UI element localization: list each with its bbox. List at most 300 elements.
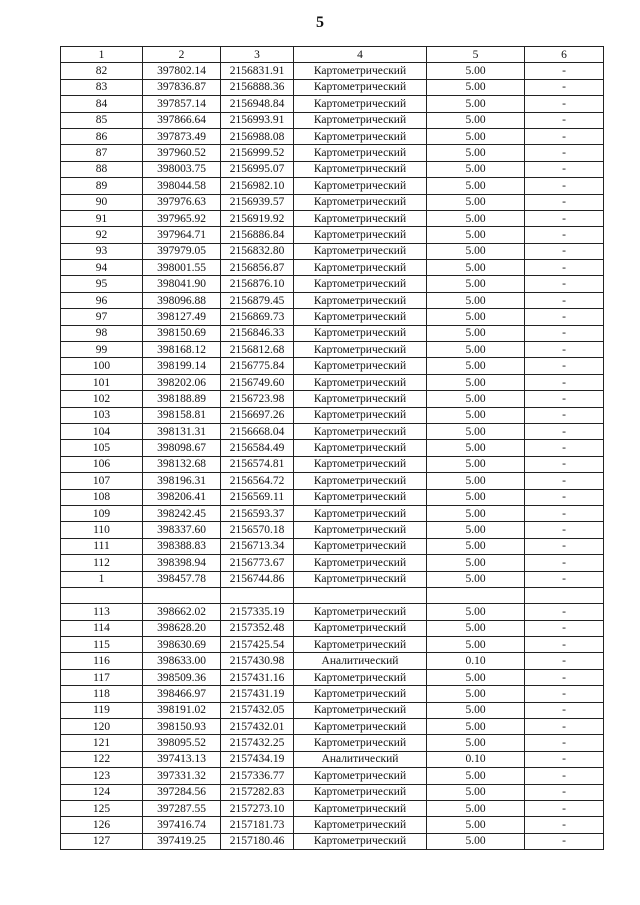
- table-cell: Картометрический: [294, 604, 427, 620]
- table-row: [61, 571, 604, 587]
- table-cell: 2157180.46: [221, 833, 294, 849]
- table-row: [61, 653, 604, 669]
- table-cell: 5.00: [427, 178, 525, 194]
- table-cell: 2156749.60: [221, 374, 294, 390]
- table-cell: -: [525, 571, 604, 587]
- table-cell: 397416.74: [143, 817, 221, 833]
- table-cell: 102: [61, 391, 143, 407]
- table-cell: -: [525, 96, 604, 112]
- table-cell: 1: [61, 571, 143, 587]
- table-cell: 2157432.05: [221, 702, 294, 718]
- table-cell: Картометрический: [294, 112, 427, 128]
- table-cell: 2157431.19: [221, 686, 294, 702]
- table-cell: Картометрический: [294, 374, 427, 390]
- table-cell: 5.00: [427, 571, 525, 587]
- table-cell: 2157181.73: [221, 817, 294, 833]
- table-cell: 398633.00: [143, 653, 221, 669]
- table-cell: -: [525, 243, 604, 259]
- table-cell: -: [525, 538, 604, 554]
- table-header: [61, 47, 604, 63]
- table-cell: 2157431.16: [221, 669, 294, 685]
- table-cell: -: [525, 473, 604, 489]
- table-cell: -: [525, 374, 604, 390]
- table-cell: -: [525, 620, 604, 636]
- table-cell: -: [525, 653, 604, 669]
- table-cell: Картометрический: [294, 555, 427, 571]
- table-cell: Картометрический: [294, 227, 427, 243]
- table-cell: 2156564.72: [221, 473, 294, 489]
- table-cell: 5.00: [427, 538, 525, 554]
- table-cell: Картометрический: [294, 292, 427, 308]
- header-cell: 4: [294, 47, 427, 63]
- table-cell: 398096.88: [143, 292, 221, 308]
- table-cell: 5.00: [427, 817, 525, 833]
- table-cell: 114: [61, 620, 143, 636]
- table-cell: Картометрический: [294, 719, 427, 735]
- header-row: [61, 47, 604, 63]
- table-row: [61, 800, 604, 816]
- table-row: [61, 309, 604, 325]
- table-cell: Картометрический: [294, 407, 427, 423]
- table-cell: 5.00: [427, 768, 525, 784]
- table-row: [61, 637, 604, 653]
- table-cell: 397287.55: [143, 800, 221, 816]
- table-cell: 2156697.26: [221, 407, 294, 423]
- table-cell: Картометрический: [294, 178, 427, 194]
- table-cell: Картометрический: [294, 145, 427, 161]
- table-cell: 2156995.07: [221, 161, 294, 177]
- table-cell: Картометрический: [294, 358, 427, 374]
- table-cell: -: [525, 358, 604, 374]
- table-cell: 91: [61, 210, 143, 226]
- table-cell: 398041.90: [143, 276, 221, 292]
- table-cell: 84: [61, 96, 143, 112]
- table-cell: Картометрический: [294, 456, 427, 472]
- table-cell: -: [525, 686, 604, 702]
- table-cell: 2156773.67: [221, 555, 294, 571]
- table-cell: 2157335.19: [221, 604, 294, 620]
- table-cell: 397284.56: [143, 784, 221, 800]
- table-row: [61, 374, 604, 390]
- table-cell: -: [525, 800, 604, 816]
- table-cell: 5.00: [427, 735, 525, 751]
- table-cell: [61, 587, 143, 603]
- table-cell: 2156999.52: [221, 145, 294, 161]
- table-cell: 109: [61, 505, 143, 521]
- table-cell: -: [525, 407, 604, 423]
- table-cell: 5.00: [427, 833, 525, 849]
- table-cell: 5.00: [427, 79, 525, 95]
- table-cell: 82: [61, 63, 143, 79]
- table-cell: 5.00: [427, 276, 525, 292]
- table-cell: -: [525, 63, 604, 79]
- table-cell: 2156939.57: [221, 194, 294, 210]
- table-cell: 119: [61, 702, 143, 718]
- table-row: [61, 112, 604, 128]
- table-cell: 83: [61, 79, 143, 95]
- table-cell: 116: [61, 653, 143, 669]
- table-cell: -: [525, 784, 604, 800]
- table-row: [61, 669, 604, 685]
- table-cell: 5.00: [427, 440, 525, 456]
- table-row: [61, 604, 604, 620]
- table-cell: Картометрический: [294, 161, 427, 177]
- table-cell: -: [525, 751, 604, 767]
- table-cell: 5.00: [427, 686, 525, 702]
- table-cell: 90: [61, 194, 143, 210]
- table-cell: 5.00: [427, 423, 525, 439]
- table-cell: 96: [61, 292, 143, 308]
- table-row: [61, 505, 604, 521]
- table-cell: Картометрический: [294, 669, 427, 685]
- table-cell: 2156593.37: [221, 505, 294, 521]
- table-cell: 398242.45: [143, 505, 221, 521]
- table-cell: -: [525, 768, 604, 784]
- table-cell: -: [525, 391, 604, 407]
- table-cell: 87: [61, 145, 143, 161]
- table-cell: 5.00: [427, 358, 525, 374]
- table-cell: 85: [61, 112, 143, 128]
- table-cell: -: [525, 456, 604, 472]
- table-cell: 398398.94: [143, 555, 221, 571]
- table-cell: Картометрический: [294, 79, 427, 95]
- table-cell: 398466.97: [143, 686, 221, 702]
- table-cell: Картометрический: [294, 735, 427, 751]
- table-cell: -: [525, 178, 604, 194]
- table-cell: 5.00: [427, 555, 525, 571]
- table-cell: 97: [61, 309, 143, 325]
- table-cell: -: [525, 128, 604, 144]
- table-row: [61, 817, 604, 833]
- table-cell: 2156869.73: [221, 309, 294, 325]
- table-cell: Картометрический: [294, 325, 427, 341]
- table-cell: 5.00: [427, 128, 525, 144]
- table-cell: 113: [61, 604, 143, 620]
- table-cell: Картометрический: [294, 309, 427, 325]
- table-row: [61, 784, 604, 800]
- table-cell: 2156570.18: [221, 522, 294, 538]
- table-cell: 397331.32: [143, 768, 221, 784]
- table-cell: 2157273.10: [221, 800, 294, 816]
- table-cell: 398388.83: [143, 538, 221, 554]
- table-cell: 5.00: [427, 96, 525, 112]
- table-cell: 2157425.54: [221, 637, 294, 653]
- table-cell: 5.00: [427, 669, 525, 685]
- table-row: [61, 342, 604, 358]
- table-cell: 398168.12: [143, 342, 221, 358]
- table-cell: 5.00: [427, 260, 525, 276]
- table-row: [61, 456, 604, 472]
- table-cell: 2156993.91: [221, 112, 294, 128]
- table-body: [61, 63, 604, 850]
- table-cell: -: [525, 194, 604, 210]
- table-cell: 0.10: [427, 653, 525, 669]
- table-cell: [294, 587, 427, 603]
- table-cell: 5.00: [427, 227, 525, 243]
- table-cell: 397836.87: [143, 79, 221, 95]
- table-cell: Картометрический: [294, 800, 427, 816]
- table-cell: 120: [61, 719, 143, 735]
- table-cell: 5.00: [427, 342, 525, 358]
- table-cell: 2157432.25: [221, 735, 294, 751]
- table-row: [61, 768, 604, 784]
- table-cell: 5.00: [427, 292, 525, 308]
- table-cell: [427, 587, 525, 603]
- table-row: [61, 620, 604, 636]
- table-cell: 2156831.91: [221, 63, 294, 79]
- table-cell: -: [525, 309, 604, 325]
- table-cell: 5.00: [427, 243, 525, 259]
- table-row: [61, 227, 604, 243]
- table-cell: 88: [61, 161, 143, 177]
- table-cell: Картометрический: [294, 522, 427, 538]
- table-cell: 397866.64: [143, 112, 221, 128]
- table-cell: Картометрический: [294, 423, 427, 439]
- table-cell: -: [525, 637, 604, 653]
- table-cell: 115: [61, 637, 143, 653]
- table-cell: 5.00: [427, 620, 525, 636]
- table-cell: 98: [61, 325, 143, 341]
- header-cell: 2: [143, 47, 221, 63]
- table-cell: -: [525, 505, 604, 521]
- table-cell: 112: [61, 555, 143, 571]
- table-cell: Картометрический: [294, 473, 427, 489]
- table-cell: Картометрический: [294, 637, 427, 653]
- table-cell: 5.00: [427, 407, 525, 423]
- table-cell: -: [525, 210, 604, 226]
- table-cell: 398196.31: [143, 473, 221, 489]
- table-cell: 398202.06: [143, 374, 221, 390]
- table-cell: 397979.05: [143, 243, 221, 259]
- table-cell: 2156856.87: [221, 260, 294, 276]
- table-cell: -: [525, 702, 604, 718]
- table-cell: 398150.69: [143, 325, 221, 341]
- table-cell: 398509.36: [143, 669, 221, 685]
- table-cell: 89: [61, 178, 143, 194]
- table-cell: 2156668.04: [221, 423, 294, 439]
- table-cell: 126: [61, 817, 143, 833]
- table-cell: -: [525, 227, 604, 243]
- table-cell: 5.00: [427, 604, 525, 620]
- table-cell: 92: [61, 227, 143, 243]
- table-cell: Картометрический: [294, 702, 427, 718]
- table-cell: 398003.75: [143, 161, 221, 177]
- table-cell: Картометрический: [294, 768, 427, 784]
- table-row: [61, 276, 604, 292]
- table-cell: 398188.89: [143, 391, 221, 407]
- table-cell: 398044.58: [143, 178, 221, 194]
- table-cell: 104: [61, 423, 143, 439]
- table-cell: 121: [61, 735, 143, 751]
- table-cell: 95: [61, 276, 143, 292]
- table-cell: Картометрический: [294, 260, 427, 276]
- table-cell: Картометрический: [294, 63, 427, 79]
- table-cell: Картометрический: [294, 342, 427, 358]
- table-cell: -: [525, 325, 604, 341]
- header-cell: 5: [427, 47, 525, 63]
- table-cell: Аналитический: [294, 653, 427, 669]
- table-cell: -: [525, 604, 604, 620]
- header-cell: 6: [525, 47, 604, 63]
- table-cell: 5.00: [427, 145, 525, 161]
- table-row: [61, 325, 604, 341]
- table-cell: Картометрический: [294, 784, 427, 800]
- table-cell: -: [525, 440, 604, 456]
- table-cell: 2156846.33: [221, 325, 294, 341]
- table-cell: Картометрический: [294, 833, 427, 849]
- table-row: [61, 489, 604, 505]
- table-cell: 111: [61, 538, 143, 554]
- table-cell: 107: [61, 473, 143, 489]
- table-cell: Картометрический: [294, 505, 427, 521]
- table-cell: Картометрический: [294, 489, 427, 505]
- table-cell: 398199.14: [143, 358, 221, 374]
- table-cell: [143, 587, 221, 603]
- table-row: [61, 96, 604, 112]
- table-row: [61, 522, 604, 538]
- table-cell: 2157434.19: [221, 751, 294, 767]
- table-cell: Картометрический: [294, 96, 427, 112]
- table-cell: -: [525, 833, 604, 849]
- table-row: [61, 833, 604, 849]
- table-row: [61, 702, 604, 718]
- table-cell: 398098.67: [143, 440, 221, 456]
- table-cell: 397965.92: [143, 210, 221, 226]
- table-cell: -: [525, 260, 604, 276]
- table-cell: 86: [61, 128, 143, 144]
- table-cell: 94: [61, 260, 143, 276]
- table-cell: 2156879.45: [221, 292, 294, 308]
- table-cell: 2157282.83: [221, 784, 294, 800]
- table-cell: 5.00: [427, 309, 525, 325]
- table-cell: 2157336.77: [221, 768, 294, 784]
- table-row: [61, 391, 604, 407]
- table-cell: 5.00: [427, 784, 525, 800]
- table-cell: 397960.52: [143, 145, 221, 161]
- table-cell: -: [525, 112, 604, 128]
- table-row: [61, 686, 604, 702]
- table-cell: 398132.68: [143, 456, 221, 472]
- table-cell: 2156988.08: [221, 128, 294, 144]
- table-cell: Картометрический: [294, 194, 427, 210]
- table-cell: 124: [61, 784, 143, 800]
- table-cell: 398662.02: [143, 604, 221, 620]
- table-cell: -: [525, 292, 604, 308]
- table-cell: 99: [61, 342, 143, 358]
- table-cell: -: [525, 145, 604, 161]
- table-cell: Картометрический: [294, 440, 427, 456]
- table-row: [61, 407, 604, 423]
- table-cell: 5.00: [427, 473, 525, 489]
- table-cell: 5.00: [427, 522, 525, 538]
- table-cell: Картометрический: [294, 686, 427, 702]
- table-cell: 397419.25: [143, 833, 221, 849]
- table-cell: 2156888.36: [221, 79, 294, 95]
- table-cell: Картометрический: [294, 817, 427, 833]
- table-cell: Картометрический: [294, 571, 427, 587]
- table-cell: 397857.14: [143, 96, 221, 112]
- table-cell: 2156948.84: [221, 96, 294, 112]
- table-row: [61, 161, 604, 177]
- table-row: [61, 751, 604, 767]
- table-cell: 118: [61, 686, 143, 702]
- table-cell: -: [525, 423, 604, 439]
- table-cell: -: [525, 817, 604, 833]
- table-cell: 398158.81: [143, 407, 221, 423]
- table-cell: 2157432.01: [221, 719, 294, 735]
- table-cell: 398131.31: [143, 423, 221, 439]
- table-cell: 5.00: [427, 194, 525, 210]
- table-cell: 122: [61, 751, 143, 767]
- table-cell: 100: [61, 358, 143, 374]
- table-cell: -: [525, 161, 604, 177]
- table-cell: 5.00: [427, 112, 525, 128]
- table-cell: 2157352.48: [221, 620, 294, 636]
- table-row: [61, 440, 604, 456]
- table-cell: 5.00: [427, 161, 525, 177]
- table-row: [61, 260, 604, 276]
- table-cell: 5.00: [427, 719, 525, 735]
- table-cell: 125: [61, 800, 143, 816]
- table-cell: -: [525, 276, 604, 292]
- table-row: [61, 128, 604, 144]
- table-cell: 2156713.34: [221, 538, 294, 554]
- table-cell: -: [525, 735, 604, 751]
- table-cell: 398630.69: [143, 637, 221, 653]
- table-cell: 397802.14: [143, 63, 221, 79]
- table-cell: 398457.78: [143, 571, 221, 587]
- table-cell: 5.00: [427, 702, 525, 718]
- table-cell: 103: [61, 407, 143, 423]
- table-row: [61, 79, 604, 95]
- table-cell: -: [525, 79, 604, 95]
- table-cell: 398337.60: [143, 522, 221, 538]
- table-cell: 0.10: [427, 751, 525, 767]
- table-cell: 127: [61, 833, 143, 849]
- table-row: [61, 145, 604, 161]
- table-cell: [525, 587, 604, 603]
- table-cell: 398095.52: [143, 735, 221, 751]
- table-cell: Картометрический: [294, 538, 427, 554]
- table-cell: 2156982.10: [221, 178, 294, 194]
- table-cell: 398191.02: [143, 702, 221, 718]
- table-cell: -: [525, 555, 604, 571]
- table-cell: Картометрический: [294, 243, 427, 259]
- table-cell: -: [525, 669, 604, 685]
- table-row: [61, 719, 604, 735]
- table-row: [61, 423, 604, 439]
- table-cell: 398001.55: [143, 260, 221, 276]
- coordinates-table: [60, 46, 604, 850]
- table-cell: 110: [61, 522, 143, 538]
- table-cell: 397873.49: [143, 128, 221, 144]
- table-cell: 5.00: [427, 210, 525, 226]
- table-row: [61, 292, 604, 308]
- table-row: [61, 473, 604, 489]
- table-cell: 2156569.11: [221, 489, 294, 505]
- table-cell: 108: [61, 489, 143, 505]
- table-cell: 117: [61, 669, 143, 685]
- table-cell: 5.00: [427, 637, 525, 653]
- table-cell: 2156584.49: [221, 440, 294, 456]
- table-cell: 2156723.98: [221, 391, 294, 407]
- table-cell: 2156832.80: [221, 243, 294, 259]
- table-cell: 5.00: [427, 505, 525, 521]
- table-cell: 101: [61, 374, 143, 390]
- table-cell: 105: [61, 440, 143, 456]
- header-cell: 1: [61, 47, 143, 63]
- table-cell: -: [525, 489, 604, 505]
